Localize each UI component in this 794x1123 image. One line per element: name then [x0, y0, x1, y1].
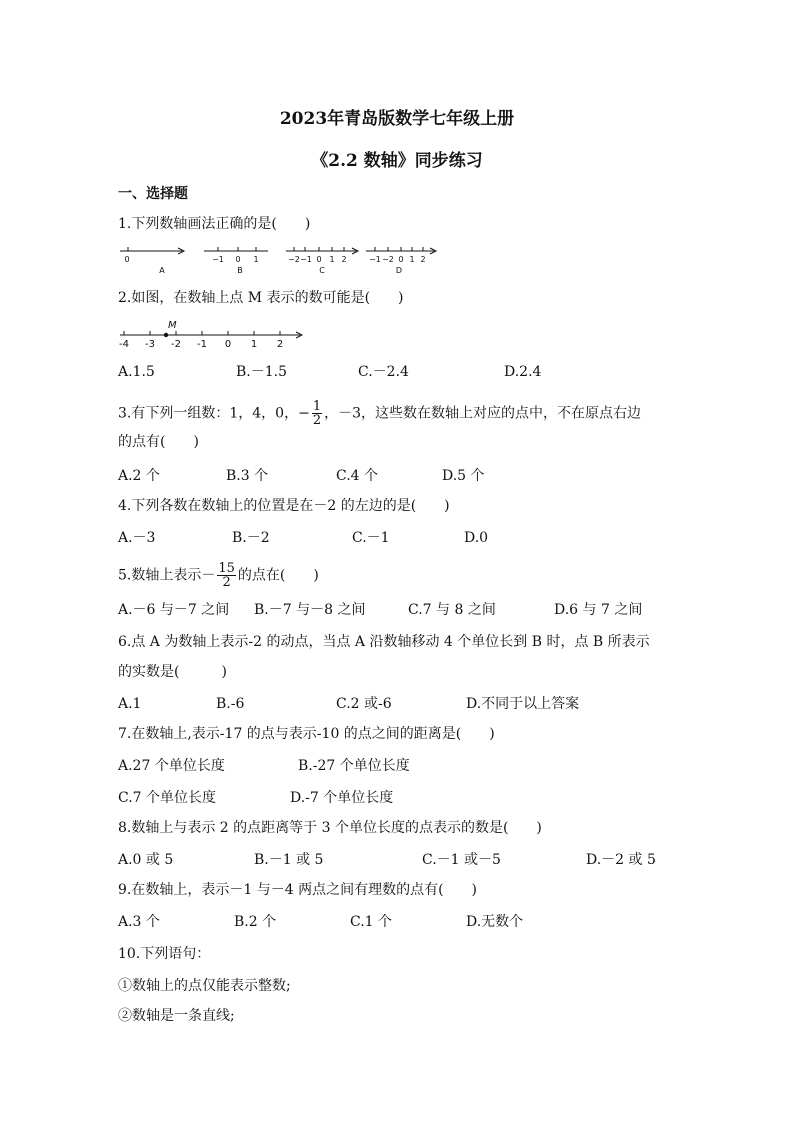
q2-tick-0: -4: [119, 339, 129, 350]
axis-b-tick-0: −1: [212, 255, 224, 264]
q8-option-c: C.－1 或－5: [422, 852, 501, 868]
page-title: 2023年青岛版数学七年级上册: [279, 109, 515, 129]
q9-option-a: A.3 个: [118, 914, 160, 930]
q3-stem-part-b: ，－3，这些数在数轴上对应的点中，不在原点右边: [324, 405, 641, 422]
point-m-label: M: [168, 320, 177, 331]
question-3-stem: [118, 400, 641, 427]
q3-frac-den: 2: [312, 413, 322, 428]
question-1-stem: 1.下列数轴画法正确的是( ): [118, 216, 311, 232]
q2-option-d: D.2.4: [504, 364, 542, 380]
section-heading: 一、选择题: [118, 186, 188, 202]
q5-stem-part-a: 5.数轴上表示－: [118, 567, 216, 584]
q6-option-a: A.1: [118, 696, 142, 712]
q8-option-d: D.－2 或 5: [586, 852, 656, 868]
axis-d-tick-3: 1: [409, 255, 415, 264]
axis-d-tick-1: −2: [382, 255, 394, 264]
axis-b-tick-1: 0: [235, 255, 241, 264]
q2-option-b: B.－1.5: [236, 364, 288, 380]
q3-option-b: B.3 个: [226, 468, 269, 484]
q2-option-a: A.1.5: [118, 364, 155, 380]
q2-tick-1: -3: [145, 339, 155, 350]
question-6-stem-cont: 的实数是( ): [118, 664, 227, 680]
question-5-stem: [118, 562, 319, 589]
page-subtitle: 《2.2 数轴》同步练习: [311, 151, 483, 171]
q8-option-b: B.－1 或 5: [254, 852, 324, 868]
axis-d-tick-4: 2: [420, 255, 426, 264]
question-10-stem: 10.下列语句：: [118, 946, 211, 962]
q6-option-c: C.2 或-6: [336, 696, 392, 712]
question-3-stem-cont: 的点有( ): [118, 434, 199, 450]
q5-option-c: C.7 与 8 之间: [408, 602, 496, 618]
q5-option-d: D.6 与 7 之间: [554, 602, 643, 618]
q3-frac-num: 1: [312, 399, 322, 414]
axis-d-label: D: [395, 266, 403, 275]
q3-option-d: D.5 个: [442, 468, 485, 484]
q5-stem-part-b: 的点在( ): [237, 567, 319, 584]
axis-a-label: A: [159, 266, 165, 275]
axis-c-tick-1: −1: [300, 255, 312, 264]
question-2-figure: [116, 318, 306, 350]
axis-a-tick-0: 0: [124, 255, 130, 264]
point-m-marker: [164, 333, 168, 337]
axis-option-a: [120, 247, 184, 275]
q7-option-a: A.27 个单位长度: [118, 758, 225, 774]
q10-statement-1: ①数轴上的点仅能表示整数;: [118, 978, 291, 994]
q7-option-c: C.7 个单位长度: [118, 790, 217, 806]
q9-option-c: C.1 个: [350, 914, 393, 930]
axis-b-label: B: [237, 266, 243, 275]
q3-option-a: A.2 个: [118, 468, 160, 484]
axis-c-tick-2: 0: [316, 255, 322, 264]
q5-option-b: B.－7 与－8 之间: [254, 602, 366, 618]
q2-tick-2: -2: [171, 339, 181, 350]
q4-option-c: C.－1: [352, 530, 390, 546]
q9-option-b: B.2 个: [234, 914, 277, 930]
question-4-stem: 4.下列各数在数轴上的位置是在－2 的左边的是( ): [118, 498, 450, 514]
q4-option-d: D.0: [464, 530, 489, 546]
q4-option-b: B.－2: [232, 530, 270, 546]
q5-option-a: A.－6 与－7 之间: [118, 602, 230, 618]
q8-option-a: A.0 或 5: [118, 852, 174, 868]
question-1-figure: [118, 242, 438, 276]
q5-frac-num: 15: [218, 561, 235, 576]
axis-c-tick-3: 1: [329, 255, 335, 264]
q2-tick-6: 2: [276, 339, 284, 350]
question-7-stem: 7.在数轴上,表示-17 的点与表示-10 的点之间的距离是( ): [118, 726, 495, 742]
axis-d-tick-0: −1: [369, 255, 381, 264]
axis-c-tick-4: 2: [341, 255, 347, 264]
question-6-stem: 6.点 A 为数轴上表示-2 的动点，当点 A 沿数轴移动 4 个单位长到 B 时，点 B 所表示: [118, 634, 650, 650]
q5-frac-den: 2: [222, 575, 231, 590]
q3-option-c: C.4 个: [336, 468, 379, 484]
question-9-stem: 9.在数轴上，表示－1 与－4 两点之间有理数的点有( ): [118, 882, 477, 898]
axis-option-d: [366, 247, 436, 275]
q6-option-b: B.-6: [216, 696, 245, 712]
q2-tick-5: 1: [250, 339, 258, 350]
axis-b-tick-2: 1: [253, 255, 259, 264]
axis-option-c: [286, 247, 358, 275]
axis-c-label: C: [319, 266, 325, 275]
q5-fraction: [217, 562, 236, 589]
q3-fraction: [312, 400, 322, 427]
q4-option-a: A.－3: [118, 530, 156, 546]
q2-tick-4: 0: [224, 339, 232, 350]
axis-c-tick-0: −2: [288, 255, 300, 264]
question-2-stem: 2.如图，在数轴上点 M 表示的数可能是( ): [118, 290, 404, 306]
q2-option-c: C.－2.4: [358, 364, 409, 380]
q10-statement-2: ②数轴是一条直线;: [118, 1008, 235, 1024]
axis-d-tick-2: 0: [398, 255, 404, 264]
q3-stem-part-a: 3.有下列一组数：1，4，0，−: [118, 405, 310, 422]
q7-option-d: D.-7 个单位长度: [290, 790, 394, 806]
axis-option-b: [204, 247, 268, 275]
q9-option-d: D.无数个: [466, 914, 524, 930]
question-8-stem: 8.数轴上与表示 2 的点距离等于 3 个单位长度的点表示的数是( ): [118, 820, 542, 836]
q7-option-b: B.-27 个单位长度: [298, 758, 410, 774]
q6-option-d: D.不同于以上答案: [466, 696, 580, 712]
q2-tick-3: -1: [197, 339, 207, 350]
